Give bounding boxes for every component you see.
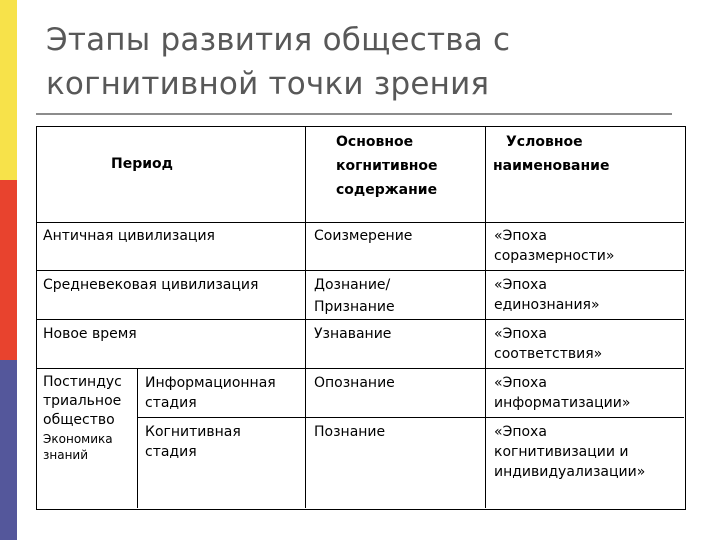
row-2-content-line-2: Признание — [314, 299, 395, 315]
row-divider-3 — [37, 368, 684, 369]
row-divider-4 — [137, 417, 684, 418]
column-divider-1 — [305, 127, 306, 508]
row-1-period: Античная цивилизация — [43, 228, 215, 244]
row-1-name-line-1: «Эпоха — [494, 228, 547, 244]
header-content-line-1: Основное — [336, 134, 414, 150]
header-name — [493, 130, 609, 178]
row-divider-2 — [37, 319, 684, 320]
info-stage-name-line-1: «Эпоха — [494, 375, 547, 391]
row-1-name — [494, 226, 614, 266]
row-divider-1 — [37, 270, 684, 271]
subperiod-divider — [137, 368, 138, 508]
row-3-name-line-2: соответствия» — [494, 346, 603, 362]
row-2-content — [314, 275, 395, 317]
side-bar-red — [0, 180, 17, 360]
row-divider-header — [37, 222, 684, 223]
info-stage-name-line-2: информатизации» — [494, 395, 631, 411]
header-content-line-3: содержание — [336, 182, 438, 198]
header-name-line-2: наименование — [493, 158, 610, 174]
cognitive-stage-label — [145, 422, 241, 462]
stages-table — [36, 126, 686, 510]
cognitive-stage-name-line-2: когнитивизации и — [494, 444, 629, 460]
row-1-name-line-2: соразмерности» — [494, 248, 615, 264]
slide-title — [46, 18, 686, 106]
header-name-line-1: Условное — [506, 134, 583, 150]
header-content — [336, 130, 438, 202]
info-stage-content: Опознание — [314, 375, 395, 391]
knowledge-economy-line-2: знаний — [43, 448, 89, 462]
knowledge-economy-label — [43, 431, 113, 463]
info-stage-label — [145, 373, 276, 413]
title-divider — [36, 113, 672, 115]
side-bar-yellow — [0, 0, 17, 180]
row-2-content-line-1: Дознание/ — [314, 277, 391, 293]
cognitive-stage-content: Познание — [314, 424, 386, 440]
knowledge-economy-line-1: Экономика — [43, 432, 113, 446]
postindustrial-label — [43, 373, 122, 430]
row-1-content: Соизмерение — [314, 228, 413, 244]
header-content-line-2: когнитивное — [336, 158, 438, 174]
info-stage-line-1: Информационная — [145, 375, 276, 391]
cognitive-stage-line-2: стадия — [145, 444, 197, 460]
row-3-name — [494, 324, 602, 364]
row-3-content: Узнавание — [314, 326, 392, 342]
row-2-name — [494, 275, 600, 315]
row-2-name-line-2: единознания» — [494, 297, 600, 313]
cognitive-stage-name-line-3: индивидуализации» — [494, 464, 646, 480]
info-stage-name — [494, 373, 630, 413]
row-3-name-line-1: «Эпоха — [494, 326, 547, 342]
postindustrial-label-line-2: триальное — [43, 393, 122, 409]
row-2-name-line-1: «Эпоха — [494, 277, 547, 293]
side-bar-blue — [0, 360, 17, 540]
header-period: Период — [111, 156, 173, 172]
cognitive-stage-name — [494, 422, 645, 482]
column-divider-2 — [485, 127, 486, 508]
row-3-period: Новое время — [43, 326, 137, 342]
cognitive-stage-name-line-1: «Эпоха — [494, 424, 547, 440]
cognitive-stage-line-1: Когнитивная — [145, 424, 241, 440]
slide-title-line-1: Этапы развития общества с — [46, 22, 511, 58]
info-stage-line-2: стадия — [145, 395, 197, 411]
row-2-period: Средневековая цивилизация — [43, 277, 259, 293]
postindustrial-label-line-1: Постиндус — [43, 374, 122, 390]
slide-title-line-2: когнитивной точки зрения — [46, 66, 490, 102]
postindustrial-label-line-3: общество — [43, 412, 115, 428]
